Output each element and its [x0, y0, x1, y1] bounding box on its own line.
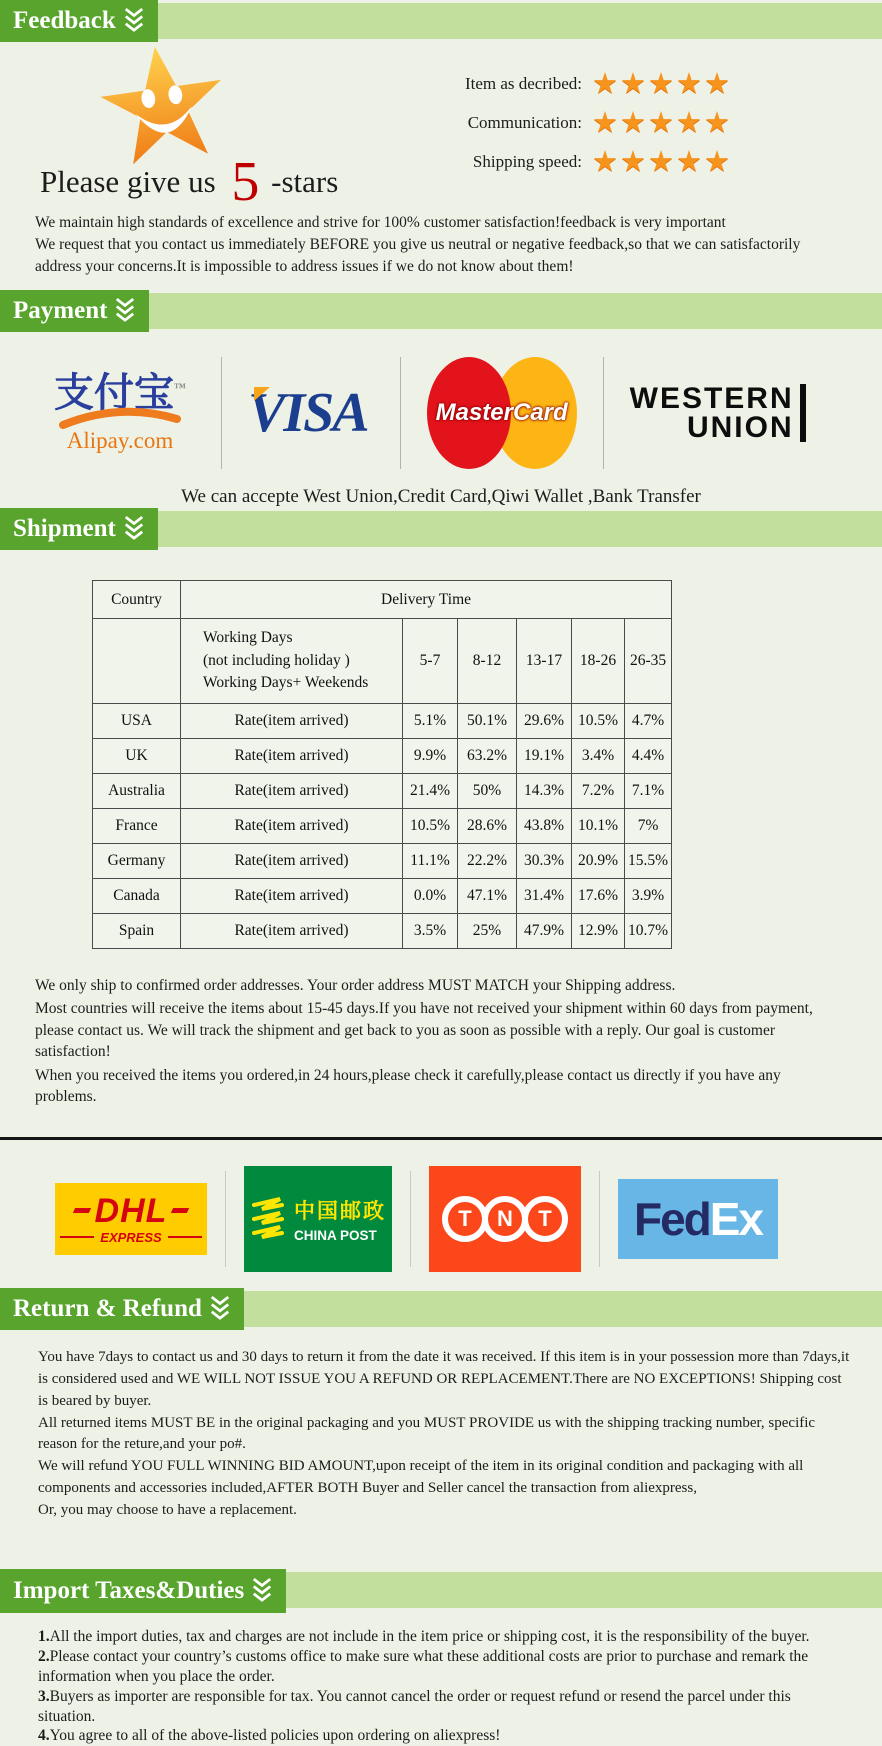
dhl-line [168, 1236, 202, 1238]
paragraph: Most countries will receive the items about 15-45 days.If you have not received your shipment within 60 days from payment, please contact us. We will track the shipment and get back to you as soon as possible with a reply. Our goal is customer satisfaction! [35, 1000, 813, 1061]
rate-value-cell: 14.3% [517, 774, 572, 809]
rate-label-cell: Rate(item arrived) [181, 739, 403, 774]
tnt-letter: T [458, 1206, 472, 1232]
western-union-line1: WESTERN [629, 381, 794, 415]
feedback-banner-label: Feedback [13, 7, 116, 34]
delivery-time-table [92, 580, 672, 949]
dhl-express-row [60, 1230, 201, 1245]
day-range-cell: 8-12 [458, 619, 517, 704]
china-post-en: CHINA POST [294, 1228, 377, 1244]
import-taxes-items [38, 1627, 838, 1746]
shipment-section-banner [0, 508, 882, 550]
desc-line: Working Days+ Weekends [203, 674, 369, 692]
visa-logo [248, 381, 374, 445]
return-refund-paragraphs [38, 1347, 850, 1521]
fedex-ex-text: Ex [709, 1193, 763, 1246]
tagline-suffix: -stars [271, 164, 339, 199]
return-refund-section-banner [0, 1288, 882, 1330]
numbered-item [38, 1647, 838, 1687]
dhl-text: DHL [94, 1191, 168, 1230]
country-cell: Germany [93, 844, 181, 879]
feedback-section [0, 42, 882, 212]
paragraph: We will refund YOU FULL WINNING BID AMOUNT,upon receipt of the item in its original condition and packaging with all components and accessories included,AFTER BOTH Buyer and Seller cancel the transaction from aliexpress, [38, 1458, 804, 1496]
western-union-line2: UNION [686, 411, 794, 444]
rate-value-cell: 10.7% [625, 914, 672, 949]
paragraph: Or, you may choose to have a replacement. [38, 1501, 297, 1518]
rate-value-cell: 7.1% [625, 774, 672, 809]
visa-orange-notch [254, 387, 270, 401]
payment-banner-label: Payment [13, 297, 108, 324]
day-range-cell: 5-7 [403, 619, 458, 704]
vertical-divider [225, 1171, 226, 1267]
vertical-divider [400, 357, 401, 469]
rate-value-cell: 3.4% [572, 739, 625, 774]
rate-value-cell: 17.6% [572, 879, 625, 914]
rate-label-cell: Rate(item arrived) [181, 704, 403, 739]
country-cell: France [93, 809, 181, 844]
rate-label-cell: Rate(item arrived) [181, 879, 403, 914]
double-chevron-down-icon [251, 1577, 273, 1605]
double-chevron-down-icon [114, 297, 136, 325]
empty-cell [93, 619, 181, 704]
day-range-cell: 18-26 [572, 619, 625, 704]
double-chevron-down-icon [123, 515, 145, 543]
numbered-item [38, 1726, 838, 1746]
rate-value-cell: 5.1% [403, 704, 458, 739]
return-refund-banner-box [0, 1288, 244, 1330]
alipay-chinese-text [45, 372, 195, 414]
country-cell: Australia [93, 774, 181, 809]
rate-value-cell: 3.5% [403, 914, 458, 949]
five-star-icons: ★★★★★ [592, 144, 732, 178]
rate-label-cell: Rate(item arrived) [181, 774, 403, 809]
china-post-text [294, 1195, 386, 1243]
rate-value-cell: 31.4% [517, 879, 572, 914]
rate-value-cell: 10.5% [403, 809, 458, 844]
feedback-paragraphs [35, 212, 850, 278]
shipment-notes [35, 975, 840, 1107]
table-row [93, 704, 672, 739]
item-text: All the import duties, tax and charges are not include in the item price or shipping cost, it is the responsibility of the buyer. [49, 1628, 810, 1646]
rate-label-cell: Rate(item arrived) [181, 914, 403, 949]
rate-value-cell: 21.4% [403, 774, 458, 809]
return-refund-banner-label: Return & Refund [13, 1295, 202, 1323]
country-cell: USA [93, 704, 181, 739]
double-chevron-down-icon [123, 7, 145, 35]
rate-value-cell: 10.1% [572, 809, 625, 844]
rating-row [430, 64, 770, 103]
horizontal-divider [0, 1137, 882, 1140]
fedex-logo [618, 1179, 778, 1259]
import-taxes-banner-label: Import Taxes&Duties [13, 1577, 245, 1605]
paragraph: We maintain high standards of excellence and strive for 100% customer satisfaction!feedback is very important [35, 214, 726, 231]
smiley-star-icon [92, 36, 234, 174]
item-text: Please contact your country’s customs office to make sure what these additional costs are prior to purchase and remark the information when you place the order. [38, 1648, 809, 1685]
import-taxes-section-banner [0, 1569, 882, 1613]
item-number: 1. [38, 1628, 50, 1646]
dhl-dash [72, 1208, 90, 1213]
rating-label: Communication: [467, 112, 582, 132]
day-range-cell: 26-35 [625, 619, 672, 704]
table-header-delivery-time: Delivery Time [181, 581, 672, 619]
trademark-symbol: ™ [174, 380, 186, 395]
china-post-zh: 中国邮政 [294, 1199, 386, 1224]
rate-value-cell: 7% [625, 809, 672, 844]
rate-value-cell: 4.7% [625, 704, 672, 739]
numbered-item [38, 1627, 838, 1647]
payment-caption: We can accepte West Union,Credit Card,Qiwi Wallet ,Bank Transfer [181, 486, 701, 507]
dhl-line [60, 1236, 94, 1238]
item-text: Buyers as importer are responsible for tax. You cannot cancel the order or request refund or resend the parcel under this situation. [38, 1687, 791, 1725]
table-row [93, 809, 672, 844]
table-row [93, 774, 672, 809]
dhl-dash [171, 1208, 189, 1213]
day-range-cell: 13-17 [517, 619, 572, 704]
tnt-letter: N [497, 1206, 513, 1232]
rating-rows [430, 64, 770, 181]
item-number: 3. [38, 1687, 50, 1705]
mastercard-text: MasterCard [435, 399, 568, 426]
vertical-divider [221, 357, 222, 469]
desc-line: Working Days [203, 629, 293, 647]
table-header-country: Country [93, 581, 181, 619]
rate-value-cell: 12.9% [572, 914, 625, 949]
five-star-icons: ★★★★★ [592, 66, 732, 100]
alipay-domain-text: Alipay.com [66, 428, 174, 453]
rate-value-cell: 7.2% [572, 774, 625, 809]
rate-value-cell: 50.1% [458, 704, 517, 739]
tnt-letter-circle [522, 1196, 568, 1242]
rate-value-cell: 4.4% [625, 739, 672, 774]
import-taxes-banner-box [0, 1569, 286, 1613]
rate-value-cell: 0.0% [403, 879, 458, 914]
table-subheader-row [93, 619, 672, 704]
item-number: 2. [38, 1648, 50, 1666]
tnt-letter: T [538, 1206, 552, 1232]
table-row [93, 844, 672, 879]
rate-value-cell: 3.9% [625, 879, 672, 914]
working-days-cell [181, 619, 403, 704]
rate-value-cell: 19.1% [517, 739, 572, 774]
dhl-logo [55, 1183, 207, 1255]
rating-row [430, 142, 770, 181]
rate-value-cell: 43.8% [517, 809, 572, 844]
five-stars-tagline [40, 151, 339, 213]
vertical-divider [599, 1171, 600, 1267]
item-text: You agree to all of the above-listed policies upon ordering on aliexpress! [49, 1727, 501, 1745]
payment-banner-box [0, 290, 149, 332]
china-post-logo [244, 1166, 392, 1272]
rate-value-cell: 22.2% [458, 844, 517, 879]
rate-value-cell: 28.6% [458, 809, 517, 844]
rate-value-cell: 30.3% [517, 844, 572, 879]
rate-value-cell: 10.5% [572, 704, 625, 739]
paragraph: You have 7days to contact us and 30 days to return it from the date it was received. If this item is in your possession more than 7days,it is considered used and WE WILL NOT ISSUE YOU A REFUND OR REPLACEMENT.There are NO EXCEPTIONS! Shipping cost is beared by buyer. [38, 1349, 850, 1409]
table-row [93, 914, 672, 949]
shipment-banner-label: Shipment [13, 515, 116, 542]
table-row [93, 879, 672, 914]
rate-value-cell: 25% [458, 914, 517, 949]
country-cell: UK [93, 739, 181, 774]
feedback-section-banner [0, 0, 882, 42]
paragraph: We request that you contact us immediately BEFORE you give us neutral or negative feedback,so that we can satisfactorily address your concerns.It is impossible to address issues if we do not know about them! [35, 236, 801, 275]
rate-value-cell: 15.5% [625, 844, 672, 879]
rate-label-cell: Rate(item arrived) [181, 809, 403, 844]
tnt-logo [429, 1166, 581, 1272]
tagline-prefix: Please give us [40, 164, 216, 199]
dhl-express-text: EXPRESS [100, 1229, 162, 1245]
desc-line: (not including holiday ) [203, 651, 350, 669]
rating-row [430, 103, 770, 142]
table-header-row [93, 581, 672, 619]
rating-label: Item as decribed: [464, 73, 582, 93]
rate-value-cell: 29.6% [517, 704, 572, 739]
payment-section-banner [0, 290, 882, 332]
paragraph: All returned items MUST BE in the original packaging and you MUST PROVIDE us with the shipping tracking number, specific reason for the reture,and your po#. [38, 1414, 816, 1453]
carrier-logos-row [55, 1164, 882, 1274]
payment-logos-row [45, 352, 882, 474]
country-cell: Canada [93, 879, 181, 914]
paragraph: We only ship to confirmed order addresses. Your order address MUST MATCH your Shipping address. [35, 977, 676, 994]
numbered-item [38, 1687, 838, 1727]
item-number: 4. [38, 1727, 50, 1745]
mastercard-logo [427, 353, 577, 473]
rate-value-cell: 9.9% [403, 739, 458, 774]
tagline-number: 5 [231, 151, 260, 213]
china-post-emblem-icon [250, 1193, 286, 1245]
country-cell: Spain [93, 914, 181, 949]
vertical-divider [603, 357, 604, 469]
shipment-banner-box [0, 508, 158, 550]
table-row [93, 739, 672, 774]
five-star-icons: ★★★★★ [592, 105, 732, 139]
rate-value-cell: 50% [458, 774, 517, 809]
rate-label-cell: Rate(item arrived) [181, 844, 403, 879]
dhl-text-row [74, 1191, 189, 1230]
double-chevron-down-icon [209, 1295, 231, 1323]
feedback-banner-box [0, 0, 158, 42]
fedex-fed-text: Fed [633, 1193, 710, 1246]
visa-text: VISA [248, 382, 368, 444]
rate-value-cell: 47.1% [458, 879, 517, 914]
paragraph: When you received the items you ordered,in 24 hours,please check it carefully,please contact us directly if you have any problems. [35, 1066, 781, 1105]
rate-value-cell: 47.9% [517, 914, 572, 949]
rate-value-cell: 63.2% [458, 739, 517, 774]
vertical-divider [410, 1171, 411, 1267]
alipay-logo [45, 372, 195, 454]
rating-label: Shipping speed: [472, 151, 582, 171]
western-union-logo [629, 381, 806, 444]
alipay-zh: 支付宝 [54, 370, 174, 415]
rate-value-cell: 20.9% [572, 844, 625, 879]
rate-value-cell: 11.1% [403, 844, 458, 879]
